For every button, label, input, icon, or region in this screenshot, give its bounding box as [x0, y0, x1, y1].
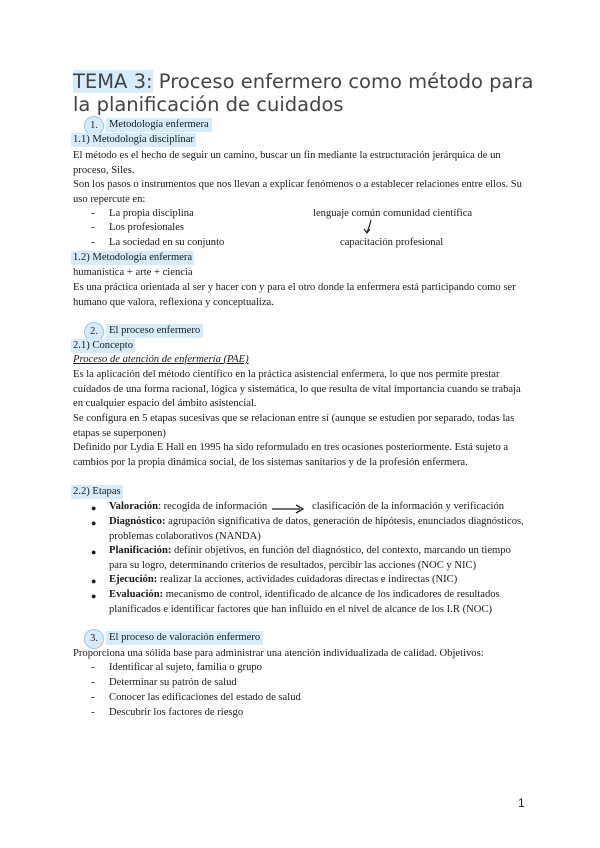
stage-desc: realizar la acciones, actividades cuidadoras directas e indirectas (NIC) [157, 574, 458, 585]
list-item: Descubrir los factores de riesgo [109, 707, 244, 718]
bullet-icon: ● [91, 591, 97, 601]
title-rest: Proceso enfermero como método para la planificación de cuidados [73, 70, 534, 116]
list-item: Conocer las edificaciones del estado de salud [109, 692, 301, 703]
stage-desc-after: clasificación de la información y verificación [312, 501, 505, 512]
list-item: La sociedad en su conjunto [109, 237, 225, 248]
list-dash: - [91, 208, 95, 219]
list-item: Los profesionales [109, 222, 185, 233]
paragraph: Definido por Lydia E Hall en 1995 ha sido reformulado en tres ocasiones posteriormente. Está sujeto a cambios por la propia dinámica social, de los sistemas sanitarios y de la profesión enfermera. [73, 442, 509, 468]
section-3-number: 3. [84, 629, 104, 649]
bullet-icon: ● [91, 518, 97, 528]
stage-term: Ejecución: [109, 574, 158, 585]
bullet-icon: ● [91, 547, 97, 557]
stage-term: Evaluación: [109, 589, 164, 600]
section-1-number: 1. [84, 116, 104, 136]
italic-subheading: Proceso de atención de enfermería (PAE) [73, 354, 249, 365]
stage-term: Diagnóstico: [109, 516, 166, 527]
paragraph: El método es el hecho de seguir un camino, buscar un fin mediante la estructuración jerárquica de un proceso, Siles. [73, 150, 501, 176]
title-highlight: TEMA 3: [73, 70, 153, 93]
list-item: La propia disciplina [109, 208, 194, 219]
down-arrow-icon [362, 219, 376, 235]
list-dash: - [91, 692, 95, 703]
section-3-heading: El proceso de valoración enfermero [106, 631, 263, 645]
stage-term: Planificación: [109, 545, 172, 556]
section-2-number: 2. [84, 322, 104, 342]
paragraph: Proporciona una sólida base para administrar una atención individualizada de calidad. Objetivos: [73, 648, 484, 659]
paragraph: Son los pasos o instrumentos que nos llevan a explicar fenómenos o a establecer relaciones entre ellos. Su uso repercute en: [73, 179, 522, 205]
subsection-1-1-heading: 1.1) Metodología disciplinar [73, 134, 194, 145]
stage-item [109, 515, 529, 544]
list-item-aside: capacitación profesional [340, 237, 444, 248]
list-dash: - [91, 677, 95, 688]
list-dash: - [91, 662, 95, 673]
list-dash: - [91, 707, 95, 718]
right-arrow-icon [270, 504, 306, 514]
bullet-icon: ● [91, 576, 97, 586]
list-dash: - [91, 237, 95, 248]
stage-desc: mecanismo de control, identificado de alcance de los indicadores de resultados planificados e identificar factores que han influido en el nivel de alcance de los I.R (NOC) [109, 589, 500, 615]
subsection-2-1-heading: 2.1) Concepto [73, 340, 134, 351]
paragraph: Es la aplicación del método científico en la práctica asistencial enfermera, lo que nos permite prestar cuidados de una forma racional, lógica y sistemática, lo que resulta de vital importancia cuando se trabaja en cualquier espacio del ámbito asistencial. [73, 369, 521, 409]
stage-term: Valoración [109, 501, 159, 512]
page-title [73, 70, 553, 116]
paragraph: Se configura en 5 etapas sucesivas que se relacionan entre sí (aunque se estudien por separado, todas las etapas se superponen) [73, 413, 515, 439]
stage-item [109, 573, 529, 588]
section-1-heading: Metodología enfermera [106, 118, 212, 132]
paragraph: Es una práctica orientada al ser y hacer con y para el otro donde la enfermera está participando como ser humano que valora, reflexiona y conceptualiza. [73, 282, 516, 308]
list-dash: - [91, 222, 95, 233]
list-item-aside: lenguaje común comunidad científica [313, 208, 473, 219]
paragraph: humanística + arte + ciencia [73, 267, 193, 278]
bullet-icon: ● [91, 503, 97, 513]
stage-desc: definir objetivos, en función del diagnóstico, del contexto, marcando un tiempo para su logro, determinando criterios de resultados, percibir las acciones (NOC y NIC) [109, 545, 511, 571]
stage-item [109, 544, 529, 573]
stage-desc: agrupación significativa de datos, generación de hipótesis, enunciados diagnósticos, problemas colaborativos (NANDA) [109, 516, 524, 542]
subsection-2-2-heading: 2.2) Etapas [73, 486, 121, 497]
list-item: Determinar su patrón de salud [109, 677, 237, 688]
page-number: 1 [518, 796, 525, 810]
subsection-1-2-heading: 1.2) Metodología enfermera [73, 252, 193, 263]
section-2-heading: El proceso enfermero [106, 324, 203, 338]
list-item: Identificar al sujeto, familia o grupo [109, 662, 262, 673]
stage-item [109, 588, 529, 617]
stage-desc: : recogida de información [158, 501, 268, 512]
